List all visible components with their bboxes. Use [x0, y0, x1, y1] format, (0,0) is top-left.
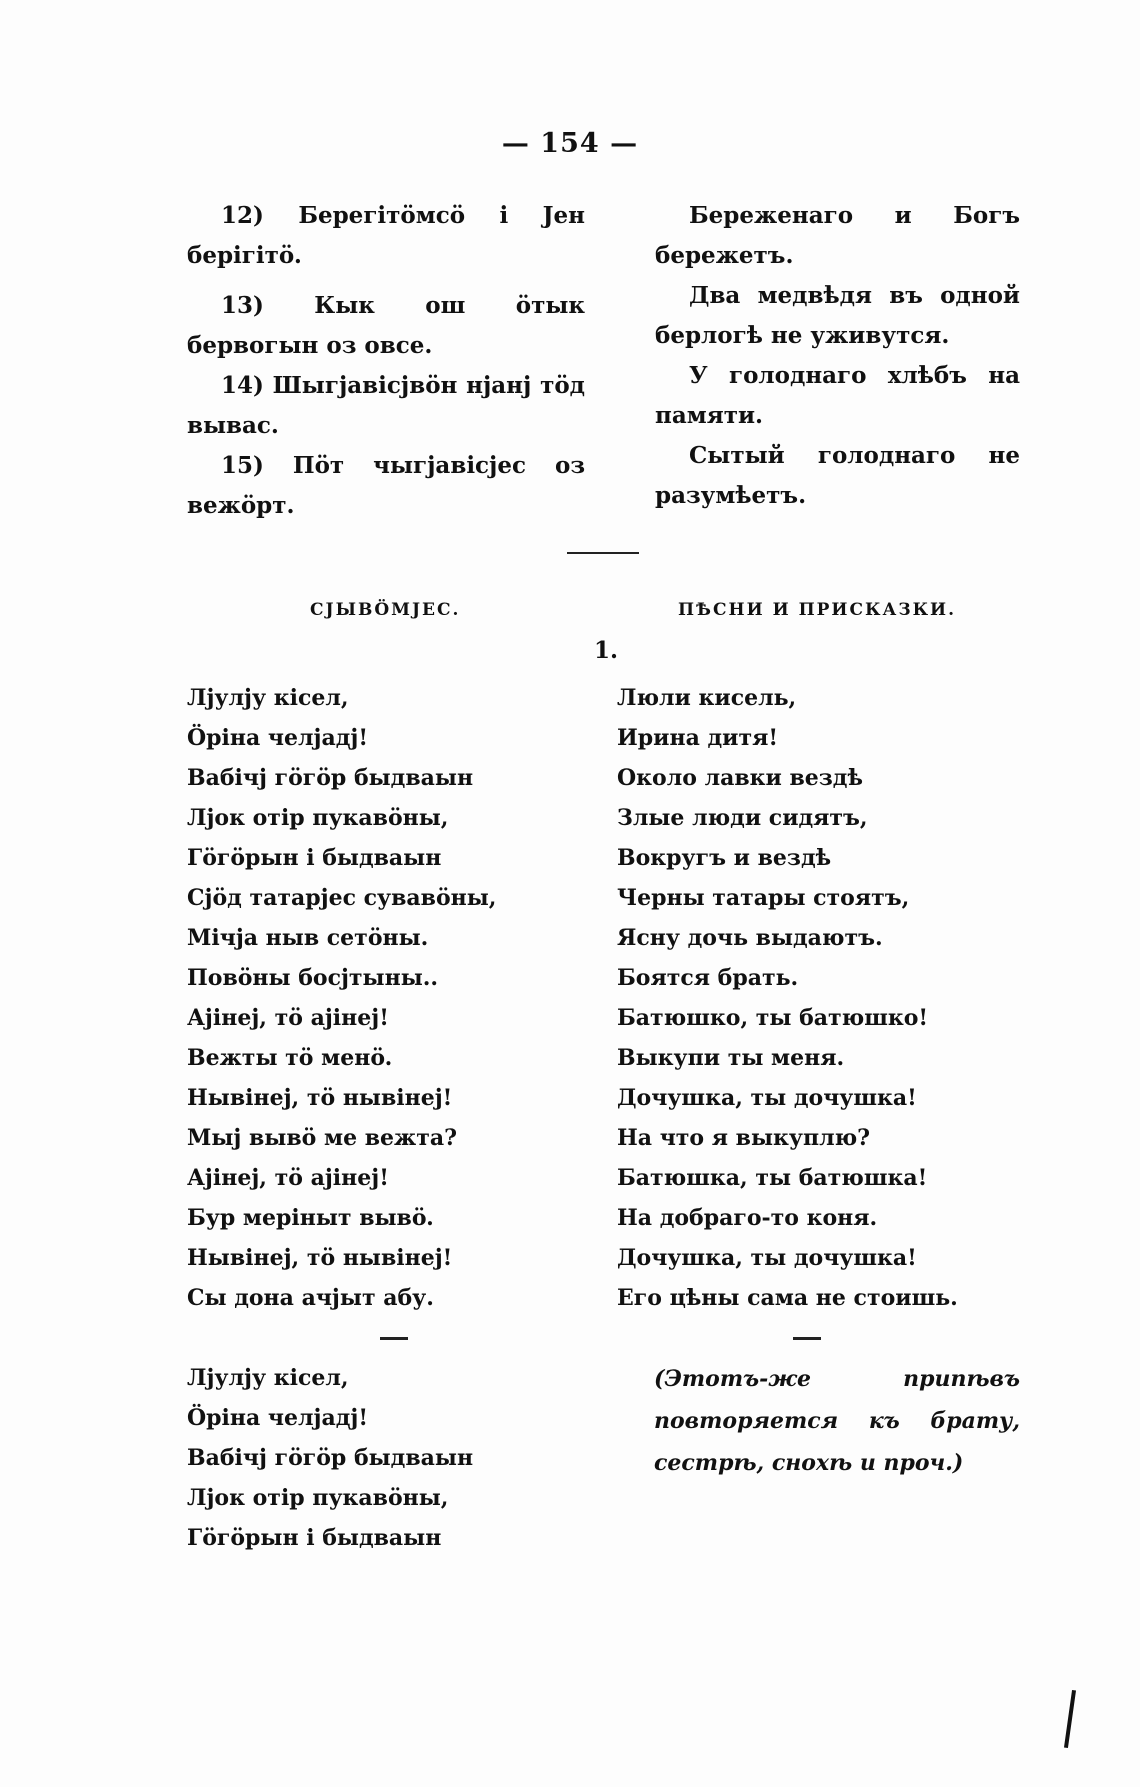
proverb-12: 12) Берегітöмсö і Јен берігітö. — [187, 202, 585, 269]
proverb-translation-15: Сытый голоднаго не разумѣетъ. — [655, 442, 1020, 509]
refrain-note: (Этотъ-же припѣвъ повторяется къ брату, сестрѣ, снохѣ и проч.) — [654, 1366, 1020, 1476]
verse-komi-2 — [187, 1358, 587, 1558]
verse-line: Вежты тö менö. — [187, 1045, 393, 1071]
section-divider — [567, 552, 639, 554]
verse-line: Гöгöрын і быдваын — [187, 845, 442, 871]
verse-line: Вабічј гöгöр быдваын — [187, 1445, 474, 1471]
verse-line: Мічја ныв сетöны. — [187, 925, 429, 951]
proverb-13: 13) Кык ош öтык бервогын оз овсе. — [187, 292, 585, 359]
song-number: 1. — [594, 637, 619, 664]
verse-line: На добраго-то коня. — [617, 1205, 878, 1231]
verse-line: Нывінеј, тö нывінеј! — [187, 1085, 453, 1111]
proverb-translation-12: Береженаго и Богъ бережетъ. — [655, 202, 1020, 269]
verse-line: Боятся брать. — [617, 965, 799, 991]
verse-line: Дочушка, ты дочушка! — [617, 1245, 917, 1271]
verse-line: Злые люди сидятъ, — [617, 805, 868, 831]
verse-line: Нывінеј, тö нывінеј! — [187, 1245, 453, 1271]
verse-line: Ясну дочь выдаютъ. — [617, 925, 883, 951]
verse-line: Вабічј гöгöр быдваын — [187, 765, 474, 791]
verse-line: Лјулју кісел, — [187, 1365, 349, 1391]
verse-line: Гöгöрын і быдваын — [187, 1525, 442, 1551]
proverbs-right-column — [655, 196, 1020, 516]
verse-line: Лјулју кісел, — [187, 685, 349, 711]
heading-songs-komi: СЈЫВÖМЈЕС. — [310, 600, 461, 620]
verse-komi-1 — [187, 678, 587, 1318]
verse-russian-1 — [617, 678, 1017, 1318]
proverb-translation-13: Два медвѣдя въ одной берлогѣ не уживутся. — [655, 282, 1020, 349]
verse-line: Лјок отір пукавöны, — [187, 1485, 449, 1511]
verse-line: Бур меріныт вывö. — [187, 1205, 434, 1231]
verse-line: Около лавки вездѣ — [617, 765, 863, 791]
verse-line: Люли кисель, — [617, 685, 797, 711]
margin-mark — [1064, 1690, 1076, 1748]
proverb-15: 15) Пöт чыгјавісјес оз вежöрт. — [187, 452, 585, 519]
verse-line: Ирина дитя! — [617, 725, 779, 751]
verse-line: Ајінеј, тö ајінеј! — [187, 1005, 389, 1031]
verse-line: Батюшка, ты батюшка! — [617, 1165, 928, 1191]
verse-line: Батюшко, ты батюшко! — [617, 1005, 929, 1031]
verse-line: Ајінеј, тö ајінеј! — [187, 1165, 389, 1191]
verse-line: Повöны босјтыны.. — [187, 965, 439, 991]
verse-line: Черны татары стоятъ, — [617, 885, 910, 911]
verse-line: Вокругъ и вездѣ — [617, 845, 832, 871]
verse-divider-left — [380, 1337, 408, 1340]
verse-divider-right — [793, 1337, 821, 1340]
verse-line: Öріна челјадј! — [187, 725, 369, 751]
proverb-translation-14: У голоднаго хлѣбъ на памяти. — [655, 362, 1020, 429]
verse-line: Его цѣны сама не стоишь. — [617, 1285, 958, 1311]
proverb-14: 14) Шыгјавісјвöн нјанј тöд вывас. — [187, 372, 585, 439]
verse-line: На что я выкуплю? — [617, 1125, 871, 1151]
verse-line: Лјок отір пукавöны, — [187, 805, 449, 831]
heading-songs-russian: ПѢСНИ И ПРИСКАЗКИ. — [678, 600, 957, 620]
page-number: — 154 — — [501, 128, 639, 159]
verse-line: Сјöд татарјес сувавöны, — [187, 885, 497, 911]
verse-line: Мыј вывö ме вежта? — [187, 1125, 458, 1151]
verse-line: Дочушка, ты дочушка! — [617, 1085, 917, 1111]
verse-line: Öріна челјадј! — [187, 1405, 369, 1431]
proverbs-left-column — [187, 196, 585, 526]
verse-line: Сы дона ачјыт абу. — [187, 1285, 434, 1311]
verse-line: Выкупи ты меня. — [617, 1045, 845, 1071]
